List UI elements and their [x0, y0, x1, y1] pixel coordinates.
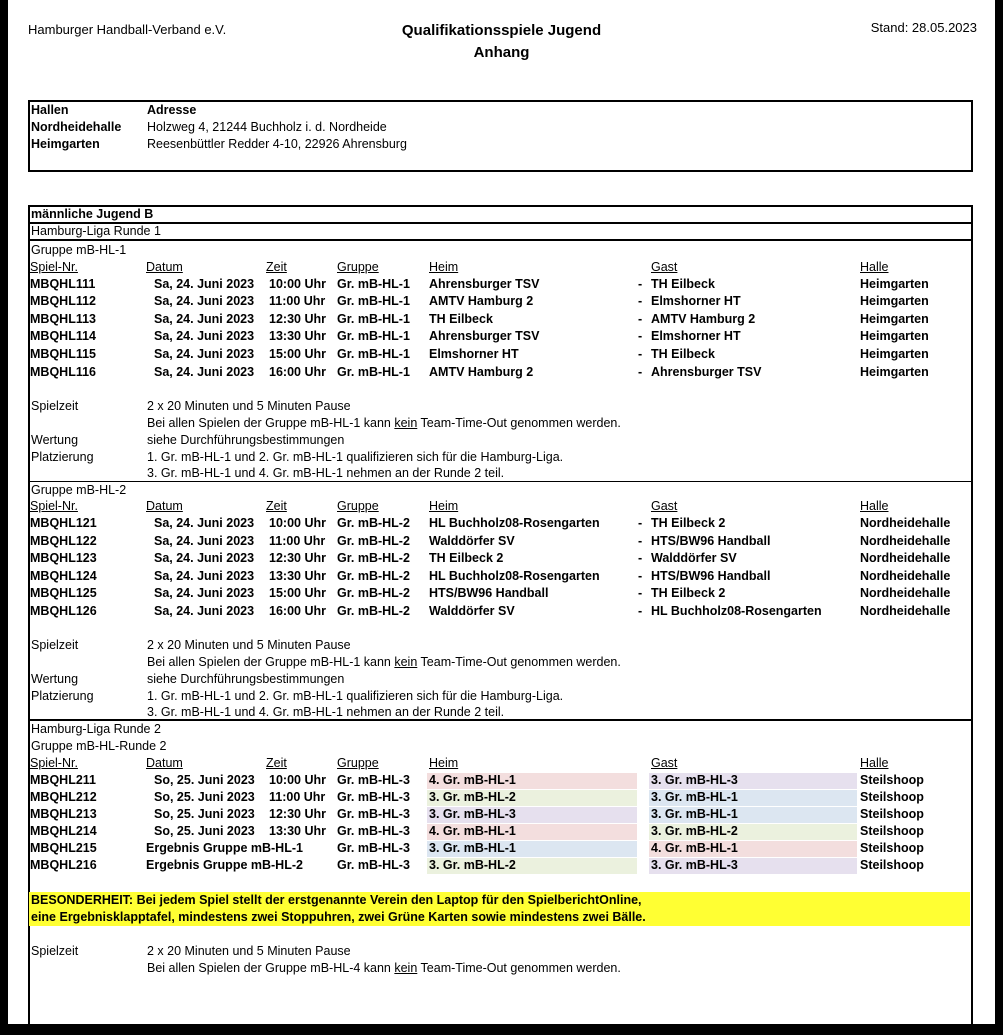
table-row	[30, 585, 970, 602]
guest-team-cell	[649, 841, 857, 857]
separator: -	[638, 516, 643, 530]
game-date: Sa, 24. Juni 2023	[154, 312, 255, 326]
col-header-datum: Datum	[146, 260, 183, 274]
separator: -	[638, 551, 643, 565]
guest-team-cell	[649, 773, 857, 789]
guest-team: AMTV Hamburg 2	[651, 312, 756, 326]
table-row	[30, 311, 970, 328]
timeout-text: Bei allen Spielen der Gruppe mB-HL-1 kann	[147, 655, 395, 669]
platzierung-text: 3. Gr. mB-HL-1 und 4. Gr. mB-HL-1 nehmen an der Runde 2 teil.	[147, 466, 505, 480]
hall-name: Nordheidehalle	[31, 120, 122, 134]
game-time: 13:30 Uhr	[269, 329, 326, 343]
game-nr: MBQHL114	[30, 329, 96, 343]
section-title: männliche Jugend B	[31, 207, 154, 221]
separator: -	[638, 347, 643, 361]
hall-name: Heimgarten	[31, 137, 100, 151]
game-nr: MBQHL126	[30, 604, 97, 618]
table-row	[30, 364, 970, 381]
divider	[28, 719, 973, 721]
table-row	[30, 857, 970, 874]
address-header: Adresse	[147, 103, 197, 117]
timeout-note	[147, 960, 621, 977]
table-row	[30, 603, 970, 620]
table-row	[30, 840, 970, 857]
round-title: Hamburg-Liga Runde 2	[31, 722, 161, 736]
game-date: So, 25. Juni 2023	[154, 824, 255, 838]
game-nr: MBQHL112	[30, 294, 96, 308]
game-date: Sa, 24. Juni 2023	[154, 365, 255, 379]
col-header-datum: Datum	[146, 756, 183, 770]
home-team: HTS/BW96 Handball	[429, 586, 549, 600]
separator: -	[638, 312, 643, 326]
game-date: Sa, 24. Juni 2023	[154, 277, 255, 291]
game-group: Gr. mB-HL-1	[337, 329, 410, 343]
table-header-row	[30, 498, 970, 515]
table-row	[30, 346, 970, 363]
divider	[28, 481, 973, 482]
col-header-zeit: Zeit	[266, 499, 287, 513]
spielzeit-label: Spielzeit	[31, 944, 79, 958]
table-row	[30, 806, 970, 823]
guest-team: TH Eilbeck 2	[651, 516, 726, 530]
home-team: Walddörfer SV	[429, 534, 515, 548]
col-header-heim: Heim	[429, 499, 459, 513]
guest-team: 3. Gr. mB-HL-1	[651, 807, 738, 821]
besonderheit-line: eine Ergebnisklapptafel, mindestens zwei Stoppuhren, zwei Grüne Karten sowie mindestens zwei Bälle.	[31, 910, 646, 924]
col-header-gruppe: Gruppe	[337, 756, 379, 770]
game-group: Gr. mB-HL-2	[337, 586, 410, 600]
guest-team-cell	[649, 858, 857, 874]
spielzeit-text: 2 x 20 Minuten und 5 Minuten Pause	[147, 638, 351, 652]
venue: Nordheidehalle	[860, 534, 951, 548]
game-group: Gr. mB-HL-2	[337, 534, 410, 548]
game-date: Sa, 24. Juni 2023	[154, 347, 255, 361]
venue: Steilshoop	[860, 824, 924, 838]
doc-subtitle: Anhang	[473, 44, 530, 61]
table-row	[30, 568, 970, 585]
stand-date: Stand: 28.05.2023	[870, 20, 977, 35]
besonderheit-notice	[29, 892, 970, 926]
timeout-kein: kein	[394, 416, 418, 430]
home-team: TH Eilbeck	[429, 312, 493, 326]
platzierung-text: 1. Gr. mB-HL-1 und 2. Gr. mB-HL-1 qualifizieren sich für die Hamburg-Liga.	[147, 689, 564, 703]
game-group: Gr. mB-HL-1	[337, 347, 410, 361]
timeout-text: Bei allen Spielen der Gruppe mB-HL-1 kann	[147, 416, 395, 430]
game-date: Sa, 24. Juni 2023	[154, 569, 255, 583]
group-title: Gruppe mB-HL-Runde 2	[31, 739, 167, 753]
col-header-zeit: Zeit	[266, 260, 287, 274]
game-nr: MBQHL213	[30, 807, 97, 821]
venue: Steilshoop	[860, 807, 924, 821]
col-header-gruppe: Gruppe	[337, 260, 379, 274]
game-time: 16:00 Uhr	[269, 604, 326, 618]
game-date: Ergebnis Gruppe mB-HL-1	[146, 841, 303, 855]
separator: -	[638, 329, 643, 343]
group-title: Gruppe mB-HL-1	[31, 243, 127, 257]
game-time: 12:30 Uhr	[269, 312, 326, 326]
game-date: Sa, 24. Juni 2023	[154, 551, 255, 565]
home-team: 3. Gr. mB-HL-3	[429, 807, 516, 821]
timeout-note	[147, 415, 621, 432]
venue: Heimgarten	[860, 365, 929, 379]
spielzeit-label: Spielzeit	[31, 399, 79, 413]
col-header-nr: Spiel-Nr.	[30, 499, 78, 513]
hall-address: Reesenbüttler Redder 4-10, 22926 Ahrensburg	[147, 137, 407, 151]
timeout-text: Bei allen Spielen der Gruppe mB-HL-4 kann	[147, 961, 395, 975]
divider	[28, 222, 973, 224]
separator: -	[638, 277, 643, 291]
round-title: Hamburg-Liga Runde 1	[31, 224, 161, 238]
game-group: Gr. mB-HL-3	[337, 807, 410, 821]
home-team-cell	[427, 807, 637, 823]
guest-team-cell	[649, 790, 857, 806]
home-team: TH Eilbeck 2	[429, 551, 504, 565]
home-team: Ahrensburger TSV	[429, 329, 540, 343]
game-date: Sa, 24. Juni 2023	[154, 516, 255, 530]
game-nr: MBQHL116	[30, 365, 96, 379]
game-nr: MBQHL122	[30, 534, 97, 548]
game-time: 11:00 Uhr	[269, 790, 326, 804]
game-date: Sa, 24. Juni 2023	[154, 534, 255, 548]
home-team: Walddörfer SV	[429, 604, 515, 618]
col-header-zeit: Zeit	[266, 756, 287, 770]
game-nr: MBQHL111	[30, 277, 96, 291]
venue: Steilshoop	[860, 858, 924, 872]
document-page	[8, 0, 995, 1024]
timeout-kein: kein	[394, 655, 418, 669]
doc-title: Qualifikationsspiele Jugend	[401, 22, 602, 39]
col-header-heim: Heim	[429, 260, 459, 274]
game-nr: MBQHL216	[30, 858, 97, 872]
wertung-text: siehe Durchführungsbestimmungen	[147, 672, 345, 686]
col-header-nr: Spiel-Nr.	[30, 756, 78, 770]
game-time: 10:00 Uhr	[269, 773, 326, 787]
home-team: 3. Gr. mB-HL-1	[429, 841, 516, 855]
game-date: So, 25. Juni 2023	[154, 807, 255, 821]
table-row	[30, 328, 970, 345]
table-row	[30, 772, 970, 789]
separator: -	[638, 586, 643, 600]
platzierung-label: Platzierung	[31, 450, 94, 464]
game-group: Gr. mB-HL-3	[337, 773, 410, 787]
venue: Steilshoop	[860, 773, 924, 787]
separator: -	[638, 294, 643, 308]
col-header-datum: Datum	[146, 499, 183, 513]
table-row	[30, 276, 970, 293]
venue: Heimgarten	[860, 294, 929, 308]
game-date: Sa, 24. Juni 2023	[154, 329, 255, 343]
table-row	[30, 550, 970, 567]
home-team-cell	[427, 841, 637, 857]
col-header-heim: Heim	[429, 756, 459, 770]
game-date: So, 25. Juni 2023	[154, 773, 255, 787]
venue: Nordheidehalle	[860, 604, 951, 618]
game-nr: MBQHL123	[30, 551, 97, 565]
home-team-cell	[427, 773, 637, 789]
home-team: 4. Gr. mB-HL-1	[429, 773, 516, 787]
game-group: Gr. mB-HL-3	[337, 858, 410, 872]
home-team-cell	[427, 858, 637, 874]
platzierung-text: 3. Gr. mB-HL-1 und 4. Gr. mB-HL-1 nehmen an der Runde 2 teil.	[147, 705, 505, 719]
game-nr: MBQHL113	[30, 312, 96, 326]
game-time: 10:00 Uhr	[269, 516, 326, 530]
home-team-cell	[427, 790, 637, 806]
game-time: 12:30 Uhr	[269, 807, 326, 821]
spielzeit-label: Spielzeit	[31, 638, 79, 652]
wertung-label: Wertung	[31, 433, 79, 447]
venue: Steilshoop	[860, 790, 924, 804]
home-team: AMTV Hamburg 2	[429, 294, 534, 308]
game-group: Gr. mB-HL-2	[337, 604, 410, 618]
separator: -	[638, 365, 643, 379]
col-header-nr: Spiel-Nr.	[30, 260, 78, 274]
wertung-text: siehe Durchführungsbestimmungen	[147, 433, 345, 447]
timeout-text: Team-Time-Out genommen werden.	[417, 416, 621, 430]
venue: Heimgarten	[860, 312, 929, 326]
col-header-halle: Halle	[860, 499, 889, 513]
guest-team: TH Eilbeck 2	[651, 586, 726, 600]
game-time: 11:00 Uhr	[269, 294, 326, 308]
game-date: Sa, 24. Juni 2023	[154, 294, 255, 308]
venue: Nordheidehalle	[860, 569, 951, 583]
venue: Steilshoop	[860, 841, 924, 855]
separator: -	[638, 534, 643, 548]
home-team: 3. Gr. mB-HL-2	[429, 790, 516, 804]
separator: -	[638, 569, 643, 583]
guest-team: HL Buchholz08-Rosengarten	[651, 604, 822, 618]
game-date: So, 25. Juni 2023	[154, 790, 255, 804]
platzierung-label: Platzierung	[31, 689, 94, 703]
guest-team: 4. Gr. mB-HL-1	[651, 841, 738, 855]
game-nr: MBQHL214	[30, 824, 97, 838]
game-time: 13:30 Uhr	[269, 569, 326, 583]
halls-header: Hallen	[31, 103, 69, 117]
guest-team: 3. Gr. mB-HL-1	[651, 790, 738, 804]
game-time: 15:00 Uhr	[269, 586, 326, 600]
game-group: Gr. mB-HL-2	[337, 551, 410, 565]
venue: Nordheidehalle	[860, 586, 951, 600]
col-header-gast: Gast	[651, 260, 678, 274]
besonderheit-line: BESONDERHEIT: Bei jedem Spiel stellt der erstgenannte Verein den Laptop für den SpielberichtOnline,	[31, 893, 642, 907]
game-nr: MBQHL212	[30, 790, 97, 804]
org-name: Hamburger Handball-Verband e.V.	[28, 22, 227, 37]
game-nr: MBQHL211	[30, 773, 96, 787]
game-group: Gr. mB-HL-1	[337, 365, 410, 379]
spielzeit-text: 2 x 20 Minuten und 5 Minuten Pause	[147, 944, 351, 958]
game-nr: MBQHL121	[30, 516, 97, 530]
wertung-label: Wertung	[31, 672, 79, 686]
game-nr: MBQHL125	[30, 586, 97, 600]
venue: Nordheidehalle	[860, 551, 951, 565]
guest-team: HTS/BW96 Handball	[651, 569, 771, 583]
timeout-note	[147, 654, 621, 671]
game-date: Ergebnis Gruppe mB-HL-2	[146, 858, 303, 872]
game-time: 10:00 Uhr	[269, 277, 326, 291]
table-row	[30, 293, 970, 310]
hall-address: Holzweg 4, 21244 Buchholz i. d. Nordheide	[147, 120, 387, 134]
game-group: Gr. mB-HL-3	[337, 841, 410, 855]
game-nr: MBQHL215	[30, 841, 97, 855]
col-header-halle: Halle	[860, 260, 889, 274]
home-team: Elmshorner HT	[429, 347, 519, 361]
home-team: Ahrensburger TSV	[429, 277, 540, 291]
game-group: Gr. mB-HL-2	[337, 569, 410, 583]
col-header-gast: Gast	[651, 499, 678, 513]
game-group: Gr. mB-HL-2	[337, 516, 410, 530]
group-title: Gruppe mB-HL-2	[31, 483, 127, 497]
game-group: Gr. mB-HL-1	[337, 277, 410, 291]
home-team: HL Buchholz08-Rosengarten	[429, 516, 600, 530]
venue: Nordheidehalle	[860, 516, 951, 530]
game-group: Gr. mB-HL-1	[337, 312, 410, 326]
home-team-cell	[427, 824, 637, 840]
table-row	[30, 515, 970, 532]
col-header-gast: Gast	[651, 756, 678, 770]
home-team: HL Buchholz08-Rosengarten	[429, 569, 600, 583]
table-header-row	[30, 259, 970, 276]
game-group: Gr. mB-HL-1	[337, 294, 410, 308]
guest-team: HTS/BW96 Handball	[651, 534, 771, 548]
timeout-text: Team-Time-Out genommen werden.	[417, 961, 621, 975]
game-nr: MBQHL124	[30, 569, 97, 583]
guest-team: TH Eilbeck	[651, 347, 715, 361]
guest-team: 3. Gr. mB-HL-3	[651, 773, 738, 787]
spielzeit-text: 2 x 20 Minuten und 5 Minuten Pause	[147, 399, 351, 413]
game-time: 16:00 Uhr	[269, 365, 326, 379]
col-header-halle: Halle	[860, 756, 889, 770]
home-team: 4. Gr. mB-HL-1	[429, 824, 516, 838]
timeout-kein: kein	[394, 961, 418, 975]
home-team: AMTV Hamburg 2	[429, 365, 534, 379]
game-date: Sa, 24. Juni 2023	[154, 586, 255, 600]
col-header-gruppe: Gruppe	[337, 499, 379, 513]
game-date: Sa, 24. Juni 2023	[154, 604, 255, 618]
game-group: Gr. mB-HL-3	[337, 824, 410, 838]
guest-team-cell	[649, 807, 857, 823]
guest-team: Ahrensburger TSV	[651, 365, 762, 379]
venue: Heimgarten	[860, 347, 929, 361]
table-header-row	[30, 755, 970, 772]
timeout-text: Team-Time-Out genommen werden.	[417, 655, 621, 669]
guest-team: Elmshorner HT	[651, 294, 741, 308]
game-time: 11:00 Uhr	[269, 534, 326, 548]
table-row	[30, 789, 970, 806]
game-group: Gr. mB-HL-3	[337, 790, 410, 804]
table-row	[30, 823, 970, 840]
venue: Heimgarten	[860, 329, 929, 343]
home-team: 3. Gr. mB-HL-2	[429, 858, 516, 872]
guest-team: Elmshorner HT	[651, 329, 741, 343]
guest-team: 3. Gr. mB-HL-3	[651, 858, 738, 872]
table-row	[30, 533, 970, 550]
guest-team: Walddörfer SV	[651, 551, 737, 565]
game-time: 13:30 Uhr	[269, 824, 326, 838]
venue: Heimgarten	[860, 277, 929, 291]
guest-team-cell	[649, 824, 857, 840]
game-nr: MBQHL115	[30, 347, 96, 361]
guest-team: 3. Gr. mB-HL-2	[651, 824, 738, 838]
separator: -	[638, 604, 643, 618]
game-time: 15:00 Uhr	[269, 347, 326, 361]
guest-team: TH Eilbeck	[651, 277, 715, 291]
divider	[28, 239, 973, 241]
platzierung-text: 1. Gr. mB-HL-1 und 2. Gr. mB-HL-1 qualifizieren sich für die Hamburg-Liga.	[147, 450, 564, 464]
game-time: 12:30 Uhr	[269, 551, 326, 565]
